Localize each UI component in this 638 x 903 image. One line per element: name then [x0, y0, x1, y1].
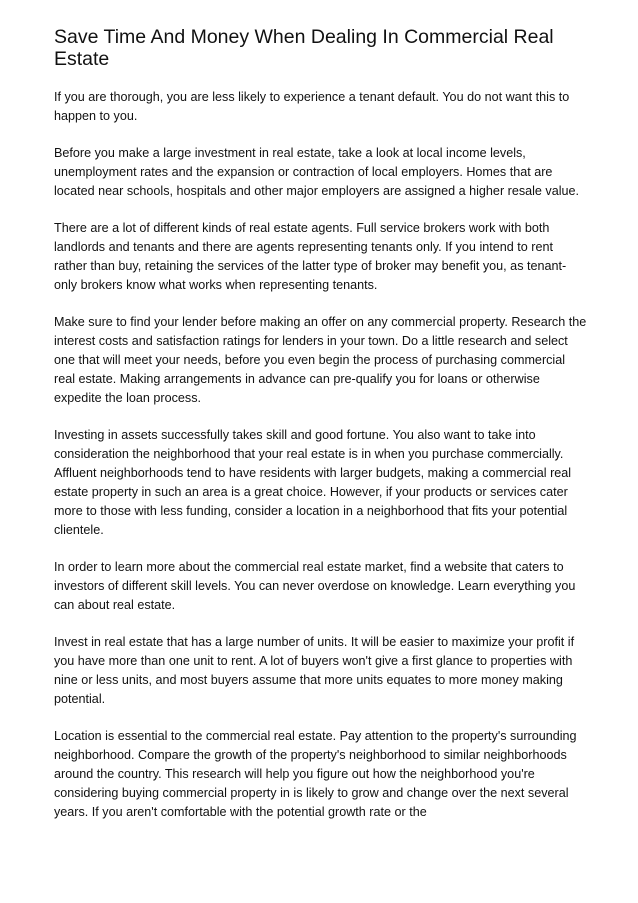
document-page	[54, 26, 588, 840]
paragraph: There are a lot of different kinds of real estate agents. Full service brokers work with both landlords and tenants and there are agents representing tenants only. If you intend to rent rather than buy, retaining the services of the latter type of broker may benefit you, as tenant-only brokers know what works when representing tenants.	[54, 221, 567, 292]
paragraph: Location is essential to the commercial real estate. Pay attention to the property's surrounding neighborhood. Compare the growth of the property's neighborhood to similar neighborhoods around the country. This research will help you figure out how the neighborhood you're considering buying commercial property in is likely to grow and change over the next several years. If you aren't comfortable with the potential growth rate or the	[54, 729, 577, 819]
paragraph: If you are thorough, you are less likely to experience a tenant default. You do not want this to happen to you.	[54, 90, 570, 123]
paragraph: In order to learn more about the commercial real estate market, find a website that caters to investors of different skill levels. You can never overdose on knowledge. Learn everything you can about real estate.	[54, 560, 576, 612]
paragraph: Investing in assets successfully takes skill and good fortune. You also want to take into consideration the neighborhood that your real estate is in when you purchase commercially. Affluent neighborhoods tend to have residents with larger budgets, making a commercial real estate property in such an area is a great choice. However, if your products or services cater more to those with less funding, consider a location in a neighborhood that fits your potential clientele.	[54, 428, 572, 537]
document-title: Save Time And Money When Dealing In Commercial Real Estate	[54, 26, 554, 70]
paragraph: Make sure to find your lender before making an offer on any commercial property. Research the interest costs and satisfaction ratings for lenders in your town. Do a little research and select one that will meet your needs, before you even begin the process of purchasing commercial real estate. Making arrangements in advance can pre-qualify you for loans or otherwise expedite the loan process.	[54, 315, 587, 405]
paragraph: Invest in real estate that has a large number of units. It will be easier to maximize your profit if you have more than one unit to rent. A lot of buyers won't give a first glance to properties with nine or less units, and most buyers assume that more units equates to more money making potential.	[54, 635, 575, 706]
paragraph: Before you make a large investment in real estate, take a look at local income levels, unemployment rates and the expansion or contraction of local employers. Homes that are located near schools, hospitals and other major employers are assigned a higher resale value.	[54, 146, 580, 198]
